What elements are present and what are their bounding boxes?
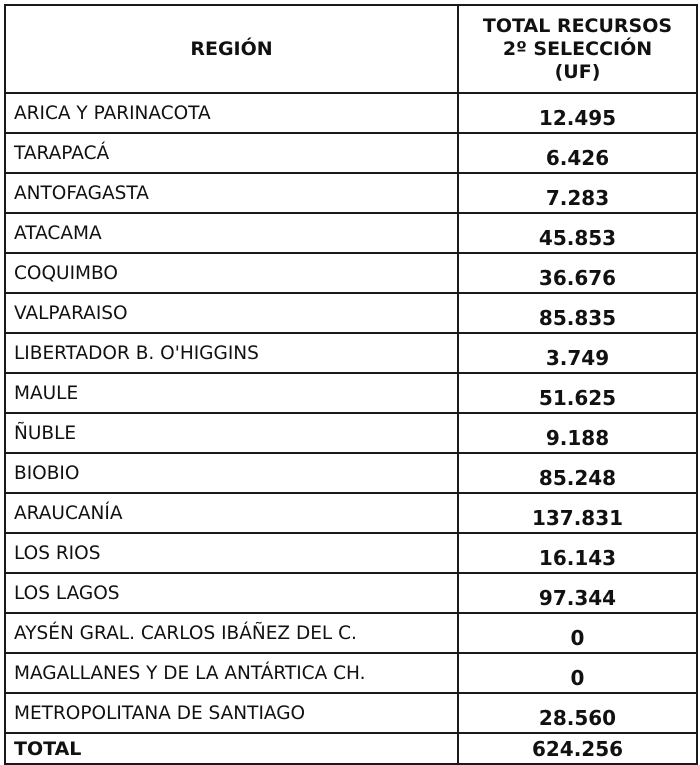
value-cell: 85.248 — [458, 453, 697, 493]
table-header-row — [5, 5, 697, 93]
value-cell: 12.495 — [458, 93, 697, 133]
region-cell: VALPARAISO — [5, 293, 458, 333]
region-cell: ÑUBLE — [5, 413, 458, 453]
value-cell: 85.835 — [458, 293, 697, 333]
value-cell: 45.853 — [458, 213, 697, 253]
region-cell: BIOBIO — [5, 453, 458, 493]
region-cell: MAULE — [5, 373, 458, 413]
value-cell: 3.749 — [458, 333, 697, 373]
table-row — [5, 373, 697, 413]
region-cell: TARAPACÁ — [5, 133, 458, 173]
value-cell: 0 — [458, 613, 697, 653]
table-row — [5, 253, 697, 293]
value-cell: 28.560 — [458, 693, 697, 733]
total-value: 624.256 — [458, 733, 697, 764]
header-total-resources — [458, 5, 697, 93]
value-cell: 137.831 — [458, 493, 697, 533]
region-cell: COQUIMBO — [5, 253, 458, 293]
table-row — [5, 173, 697, 213]
value-cell: 0 — [458, 653, 697, 693]
table-row — [5, 453, 697, 493]
value-cell: 6.426 — [458, 133, 697, 173]
table-row — [5, 93, 697, 133]
value-cell: 9.188 — [458, 413, 697, 453]
table-row — [5, 653, 697, 693]
value-cell: 7.283 — [458, 173, 697, 213]
region-cell: METROPOLITANA DE SANTIAGO — [5, 693, 458, 733]
region-cell: ARAUCANÍA — [5, 493, 458, 533]
table-row — [5, 413, 697, 453]
table-row — [5, 693, 697, 733]
value-cell: 16.143 — [458, 533, 697, 573]
table-row — [5, 533, 697, 573]
header-region: REGIÓN — [5, 5, 458, 93]
table-row — [5, 213, 697, 253]
value-cell: 51.625 — [458, 373, 697, 413]
header-total-line-2: 2º SELECCIÓN — [502, 37, 653, 60]
header-total-line-1: TOTAL RECURSOS — [482, 14, 673, 37]
region-cell: MAGALLANES Y DE LA ANTÁRTICA CH. — [5, 653, 458, 693]
header-total-line-3: (UF) — [554, 60, 601, 83]
value-cell: 36.676 — [458, 253, 697, 293]
table-row — [5, 293, 697, 333]
table-total-row — [5, 733, 697, 764]
regional-resources-table — [4, 4, 698, 765]
table-row — [5, 133, 697, 173]
table-row — [5, 333, 697, 373]
region-cell: ATACAMA — [5, 213, 458, 253]
region-cell: LOS RIOS — [5, 533, 458, 573]
region-cell: LIBERTADOR B. O'HIGGINS — [5, 333, 458, 373]
table-row — [5, 573, 697, 613]
region-cell: AYSÉN GRAL. CARLOS IBÁÑEZ DEL C. — [5, 613, 458, 653]
region-cell: ARICA Y PARINACOTA — [5, 93, 458, 133]
region-cell: LOS LAGOS — [5, 573, 458, 613]
table-row — [5, 613, 697, 653]
region-cell: ANTOFAGASTA — [5, 173, 458, 213]
value-cell: 97.344 — [458, 573, 697, 613]
total-label: TOTAL — [5, 733, 458, 764]
table-row — [5, 493, 697, 533]
